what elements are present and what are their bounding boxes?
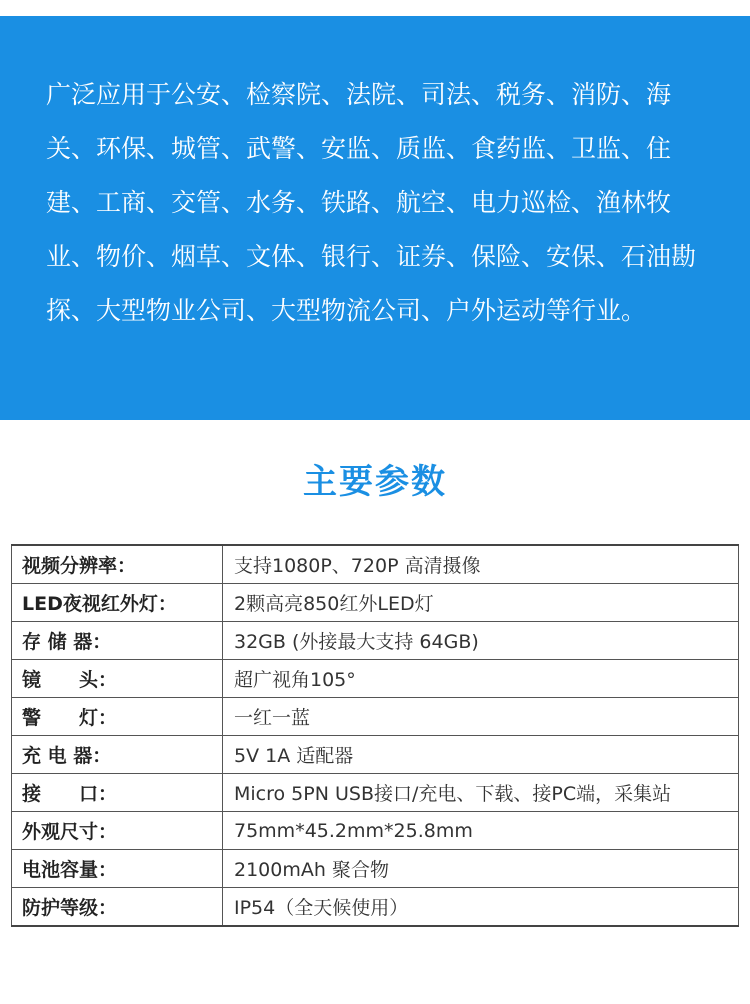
table-row bbox=[12, 622, 739, 660]
table-row bbox=[12, 545, 739, 584]
spec-value: 支持1080P、720P 高清摄像 bbox=[223, 545, 739, 584]
spec-label: 警 灯： bbox=[12, 698, 223, 736]
table-row bbox=[12, 584, 739, 622]
spec-value: 超广视角105° bbox=[223, 660, 739, 698]
spec-label: LED夜视红外灯： bbox=[12, 584, 223, 622]
table-row bbox=[12, 888, 739, 927]
spec-value: 2颗高亮850红外LED灯 bbox=[223, 584, 739, 622]
spec-value: 一红一蓝 bbox=[223, 698, 739, 736]
spec-label: 接 口： bbox=[12, 774, 223, 812]
table-row bbox=[12, 660, 739, 698]
application-fields-text: 广泛应用于公安、检察院、法院、司法、税务、消防、海关、环保、城管、武警、安监、质监、食药监、卫监、住建、工商、交管、水务、铁路、航空、电力巡检、渔林牧业、物价、烟草、文体、银行、证券、保险、安保、石油勘探、大型物业公司、大型物流公司、户外运动等行业。 bbox=[46, 80, 697, 325]
spec-label: 外观尺寸： bbox=[12, 812, 223, 850]
spec-label: 镜 头： bbox=[12, 660, 223, 698]
table-row bbox=[12, 698, 739, 736]
spec-label: 视频分辨率： bbox=[12, 545, 223, 584]
spec-label: 防护等级： bbox=[12, 888, 223, 927]
spec-value: IP54（全天候使用） bbox=[223, 888, 739, 927]
spec-value: 32GB (外接最大支持 64GB) bbox=[223, 622, 739, 660]
table-row bbox=[12, 812, 739, 850]
spec-label: 电池容量： bbox=[12, 850, 223, 888]
top-strip bbox=[0, 0, 750, 16]
table-row bbox=[12, 736, 739, 774]
spec-label: 充 电 器： bbox=[12, 736, 223, 774]
spec-label: 存 储 器： bbox=[12, 622, 223, 660]
spec-value: 5V 1A 适配器 bbox=[223, 736, 739, 774]
spec-table bbox=[11, 544, 739, 927]
application-banner bbox=[0, 16, 750, 420]
section-title: 主要参数 bbox=[303, 462, 447, 502]
spec-value: 75mm*45.2mm*25.8mm bbox=[223, 812, 739, 850]
spec-value: Micro 5PN USB接口/充电、下载、接PC端，采集站 bbox=[223, 774, 739, 812]
table-row bbox=[12, 850, 739, 888]
spec-value: 2100mAh 聚合物 bbox=[223, 850, 739, 888]
table-row bbox=[12, 774, 739, 812]
